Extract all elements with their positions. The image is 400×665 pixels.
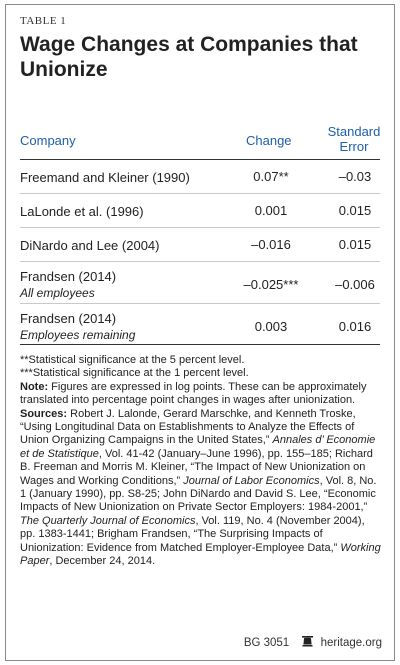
table-title: Wage Changes at Companies that Unionize [20,33,358,81]
table-label: TABLE 1 [20,15,67,27]
sources-paragraph [20,408,382,569]
cell-change: 0.003 [254,319,288,334]
cell-change: 0.001 [254,203,288,218]
column-header-company: Company [20,133,76,148]
table-bottom-rule [20,344,380,345]
heritage-bell-icon [302,635,313,649]
footer-code: BG 3051 [243,637,290,649]
column-header-change: Change [246,133,292,148]
cell-change: 0.07** [253,169,289,184]
cell-company: Frandsen (2014) [20,269,117,284]
significance-note-1: ***Statistical significance at the 1 percent level. [20,367,249,380]
source-journal: Working Paper [20,541,381,568]
table-notes [20,354,382,569]
cell-standard-error: –0.006 [335,277,375,292]
table-frame [5,4,395,661]
cell-change: –0.016 [251,237,291,252]
cell-company-subgroup: Employees remaining [20,328,136,342]
footer-site: heritage.org [320,637,382,649]
cell-company: Freemand and Kleiner (1990) [20,170,190,185]
row-divider [20,193,380,194]
cell-company: DiNardo and Lee (2004) [20,238,160,253]
row-divider [20,303,380,304]
row-divider [20,261,380,262]
sources-text: , Vol. 119, No. 4 (November 2004), pp. 1383-1441; Brigham Frandsen, “The Surprising Impacts of Unionization: Evidence from Matched Employer-Employee Data,” [20,514,365,554]
sources-label: Sources: [20,407,68,420]
significance-note-5: **Statistical significance at the 5 percent level. [20,354,245,366]
row-divider [20,227,380,228]
cell-standard-error: 0.015 [338,237,372,252]
note-paragraph [20,381,382,408]
cell-standard-error: 0.015 [338,203,372,218]
cell-company-subgroup: All employees [20,286,95,300]
cell-company-group [20,310,135,344]
cell-company-group [20,268,116,302]
header-rule [20,159,380,160]
source-journal: The Quarterly Journal of Economics [20,514,196,527]
cell-standard-error: –0.03 [338,169,372,184]
source-journal: Journal of Labor Economics [183,474,320,487]
source-journal: Annales d’ Economie et de Statistique [20,434,376,460]
cell-standard-error: 0.016 [338,319,372,334]
cell-change: –0.025*** [243,277,299,292]
sources-text: Robert J. Lalonde, Gerard Marschke, and Kenneth Troske, “Using Longitudinal Data on Establishments to Analyze the Effects of Union Organizing Campaigns in the United States,” [20,407,356,447]
sources-text: , Vol. 41-42 (January–June 1996), pp. 155–185; Richard B. Freeman and Morris M. Kleiner, “The Impact of New Unionization on Wages and Working Conditions,” [20,447,373,487]
column-header-standard-error: Standard Error [327,124,381,154]
cell-company: Frandsen (2014) [20,311,117,326]
sources-text: , Vol. 8, No. 1 (January 1990), pp. S8-25; John DiNardo and David S. Lee, “Economic Impacts of New Unionization on Private Sector Employers: 1984-2001,” [20,474,377,514]
note-label: Note: [20,380,49,393]
footer [244,635,382,649]
sources-text: , December 24, 2014. [49,555,156,568]
cell-company: LaLonde et al. (1996) [20,204,144,219]
note-text: Figures are expressed in log points. These can be approximately translated into percentage point changes in wages after unionization. [20,380,367,407]
